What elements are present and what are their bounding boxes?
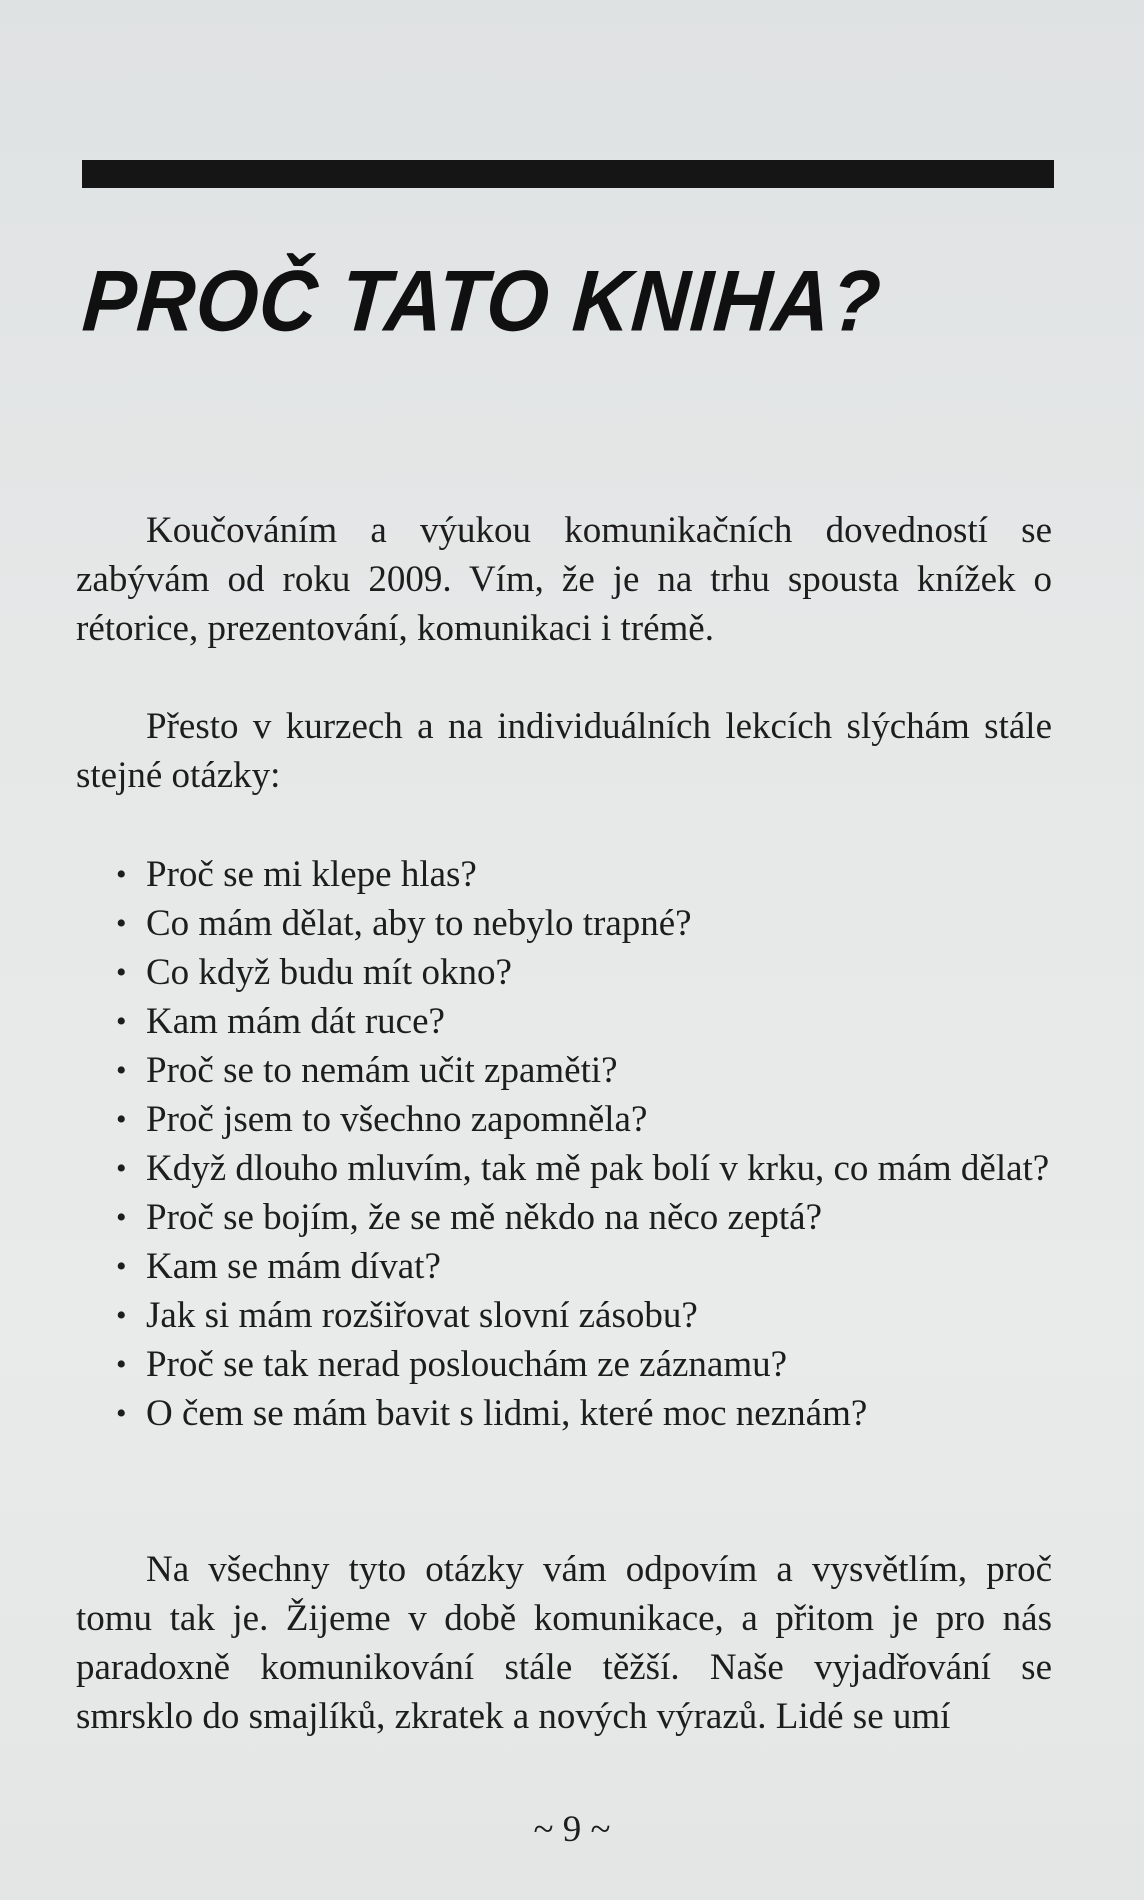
question-item: • Proč se to nemám učit zpaměti? [116,1046,1056,1095]
intro-paragraph: Koučováním a výukou komunikačních dovedností se zabývám od roku 2009. Vím, že je na trhu spousta knížek o rétorice, prezentování, komunikaci i trémě. [76,510,1052,649]
answer-paragraph: Na všechny tyto otázky vám odpovím a vysvětlím, proč tomu tak je. Žijeme v době komunikace, a přitom je pro nás paradoxně komunikování stále těžší. Naše vyjadřování se smrsklo do smajlíků, zkratek a nových výrazů. Lidé se umí [76,1549,1052,1737]
question-item: • Kam se mám dívat? [116,1242,1056,1291]
question-item: • Když dlouho mluvím, tak mě pak bolí v krku, co mám dělat? [116,1144,1056,1193]
question-item: • Proč se bojím, že se mě někdo na něco zeptá? [116,1193,1056,1242]
questions-list [116,850,1056,1438]
question-item: • Proč se tak nerad poslouchám ze záznamu? [116,1340,1056,1389]
question-item: • Proč se mi klepe hlas? [116,850,1056,899]
question-item: • Proč jsem to všechno zapomněla? [116,1095,1056,1144]
question-item: • Jak si mám rozšiřovat slovní zásobu? [116,1291,1056,1340]
page-number: ~ 9 ~ [533,1809,611,1850]
question-item: • Co mám dělat, aby to nebylo trapné? [116,899,1056,948]
question-item: • Kam mám dát ruce? [116,997,1056,1046]
question-item: • Co když budu mít okno? [116,948,1056,997]
chapter-title: PROČ TATO KNIHA? [79,252,885,349]
question-item: • O čem se mám bavit s lidmi, které moc neznám? [116,1389,1056,1438]
questions-intro-paragraph: Přesto v kurzech a na individuálních lekcích slýchám stále stejné otázky: [76,706,1052,796]
chapter-rule [82,160,1054,188]
